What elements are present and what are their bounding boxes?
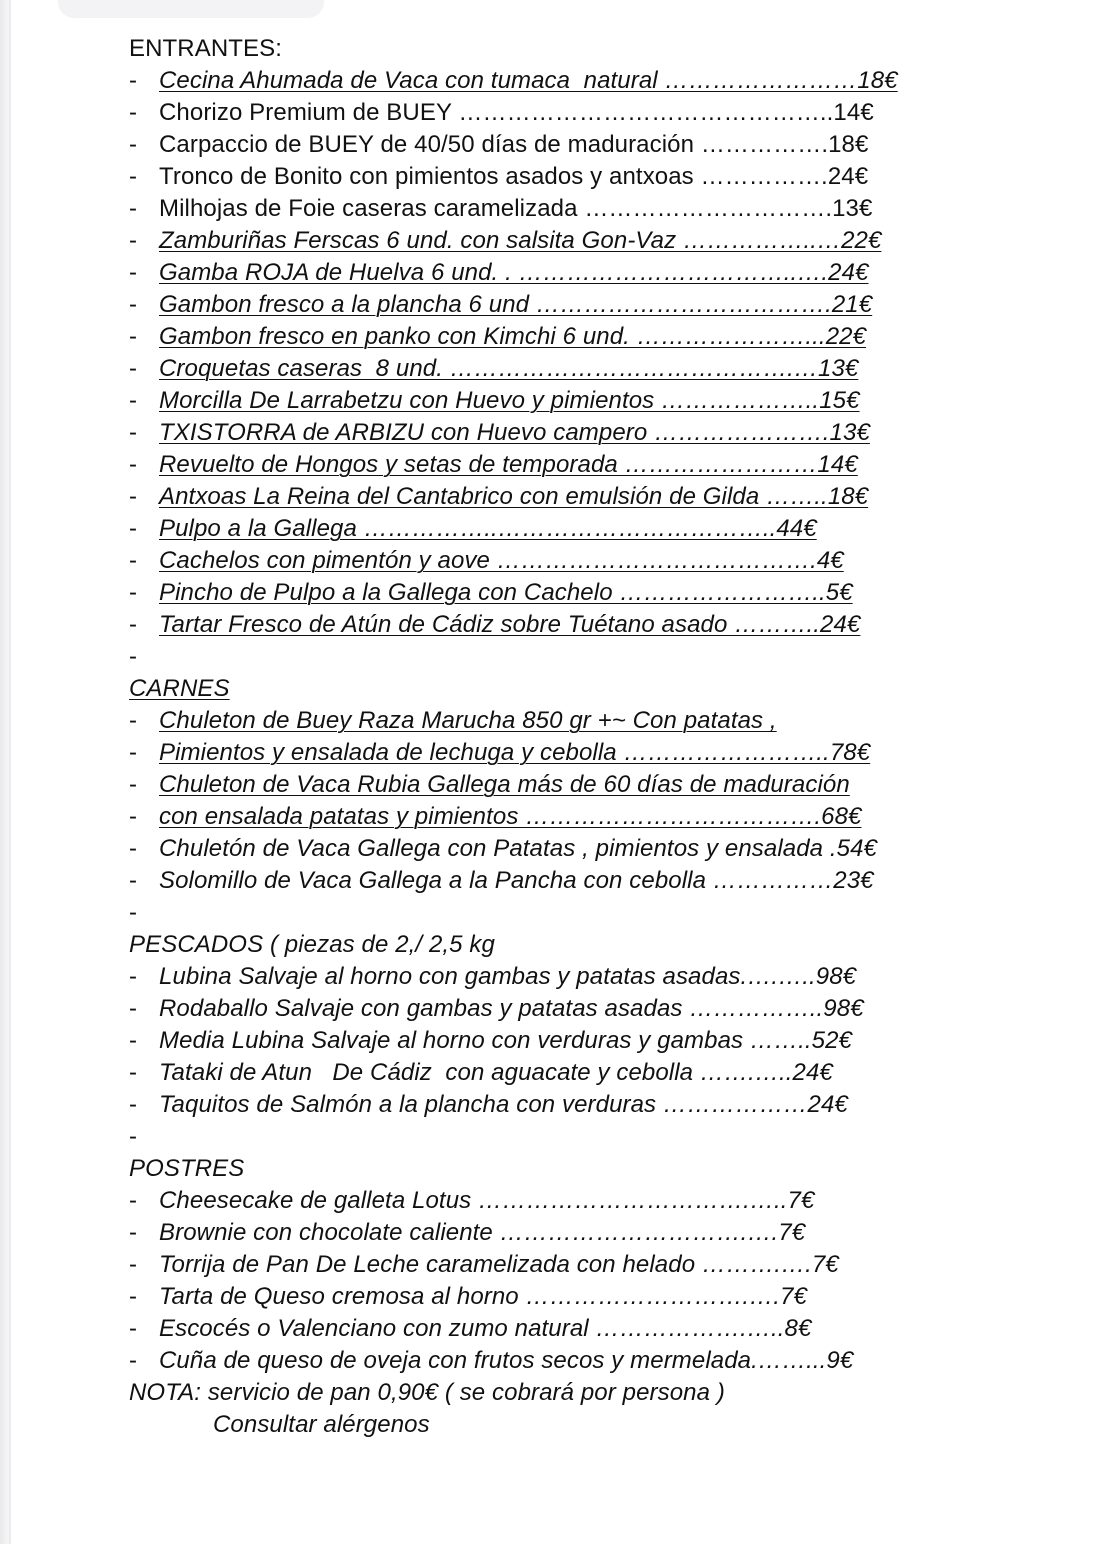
- menu-item: [129, 449, 1029, 481]
- menu-item: [129, 545, 1029, 577]
- menu-section: [129, 33, 1029, 673]
- menu-item-text: Media Lubina Salvaje al horno con verduras y gambas ……..52€: [159, 1027, 852, 1054]
- menu-item: [129, 1345, 1029, 1377]
- menu-item: [129, 577, 1029, 609]
- bullet-dash: -: [129, 1123, 138, 1150]
- menu-item: [129, 641, 1029, 673]
- menu-item-text: Zamburiñas Ferscas 6 und. con salsita Gon-Vaz ……………..…22€: [159, 227, 882, 254]
- bullet-dash: -: [129, 835, 138, 862]
- bullet-dash: -: [129, 899, 138, 926]
- bullet-dash: -: [129, 323, 138, 350]
- menu-item-text: Gambon fresco en panko con Kimchi 6 und. …………………...22€: [159, 323, 867, 350]
- menu-item-text: Cheesecake de galleta Lotus …………………………….…..7€: [159, 1187, 815, 1214]
- menu-item: [129, 737, 1029, 769]
- bullet-dash: -: [129, 1219, 138, 1246]
- menu-item: [129, 97, 1029, 129]
- menu-item: [129, 65, 1029, 97]
- allergens-note: Consultar alérgenos: [213, 1411, 430, 1438]
- menu-item-text: Morcilla De Larrabetzu con Huevo y pimientos ………………..15€: [159, 387, 860, 414]
- menu-document: [129, 33, 1029, 1441]
- menu-item: [129, 1089, 1029, 1121]
- menu-item: [129, 289, 1029, 321]
- menu-item-text: Torrija de Pan De Leche caramelizada con helado ……….….7€: [159, 1251, 839, 1278]
- menu-item: [129, 193, 1029, 225]
- menu-item: [129, 353, 1029, 385]
- menu-item-text: Cachelos con pimentón y aove ………………………………….4€: [159, 547, 844, 574]
- menu-item-text: Croquetas caseras 8 und. …………………………………….…13€: [159, 355, 859, 382]
- bullet-dash: -: [129, 67, 138, 94]
- menu-item: [129, 897, 1029, 929]
- section-title-text: CARNES: [129, 675, 230, 702]
- bullet-dash: -: [129, 643, 138, 670]
- menu-item: [129, 1313, 1029, 1345]
- menu-item-text: Antxoas La Reina del Cantabrico con emulsión de Gilda ……..18€: [159, 483, 869, 510]
- bullet-dash: -: [129, 963, 138, 990]
- bullet-dash: -: [129, 707, 138, 734]
- menu-sections: [129, 33, 1029, 1377]
- menu-item: [129, 801, 1029, 833]
- menu-item-text: Lubina Salvaje al horno con gambas y patatas asadas.….…..98€: [159, 963, 857, 990]
- bullet-dash: -: [129, 1059, 138, 1086]
- menu-item-text: Chuleton de Buey Raza Marucha 850 gr +~ Con patatas ,: [159, 707, 777, 734]
- bullet-dash: -: [129, 803, 138, 830]
- menu-item: [129, 161, 1029, 193]
- menu-item-text: Tataki de Atun De Cádiz con aguacate y cebolla …….…..24€: [159, 1059, 833, 1086]
- bullet-dash: -: [129, 195, 138, 222]
- bullet-dash: -: [129, 1187, 138, 1214]
- bullet-dash: -: [129, 387, 138, 414]
- menu-item-text: con ensalada patatas y pimientos ……………………………….68€: [159, 803, 862, 830]
- bullet-dash: -: [129, 515, 138, 542]
- menu-item: [129, 609, 1029, 641]
- menu-item-text: Chorizo Premium de BUEY ………………………………………..14€: [159, 99, 874, 126]
- menu-item: [129, 705, 1029, 737]
- bullet-dash: -: [129, 867, 138, 894]
- bullet-dash: -: [129, 1027, 138, 1054]
- menu-item: [129, 481, 1029, 513]
- bullet-dash: -: [129, 483, 138, 510]
- bullet-dash: -: [129, 739, 138, 766]
- bullet-dash: -: [129, 771, 138, 798]
- bread-note: NOTA: servicio de pan 0,90€ ( se cobrará por persona ): [129, 1379, 725, 1406]
- bullet-dash: -: [129, 163, 138, 190]
- bullet-dash: -: [129, 995, 138, 1022]
- menu-item-text: Tartar Fresco de Atún de Cádiz sobre Tuétano asado ………..24€: [159, 611, 861, 638]
- menu-item: [129, 225, 1029, 257]
- menu-item: [129, 257, 1029, 289]
- menu-item: [129, 321, 1029, 353]
- menu-section: [129, 1153, 1029, 1377]
- section-title-text: POSTRES: [129, 1155, 245, 1182]
- bullet-dash: -: [129, 1315, 138, 1342]
- menu-item: [129, 961, 1029, 993]
- menu-item-text: Cecina Ahumada de Vaca con tumaca natural ……………………18€: [159, 67, 898, 94]
- menu-item-text: Tronco de Bonito con pimientos asados y antxoas …………….24€: [159, 163, 869, 190]
- menu-item: [129, 1057, 1029, 1089]
- bullet-dash: -: [129, 1251, 138, 1278]
- bullet-dash: -: [129, 355, 138, 382]
- menu-item-text: Rodaballo Salvaje con gambas y patatas asadas ……………..98€: [159, 995, 864, 1022]
- bullet-dash: -: [129, 99, 138, 126]
- section-title: [129, 929, 1029, 961]
- menu-section: [129, 929, 1029, 1153]
- bullet-dash: -: [129, 291, 138, 318]
- section-title-text: PESCADOS ( piezas de 2,/ 2,5 kg: [129, 931, 495, 958]
- menu-item-text: Solomillo de Vaca Gallega a la Pancha con cebolla ……………23€: [159, 867, 874, 894]
- menu-item: [129, 833, 1029, 865]
- bullet-dash: -: [129, 451, 138, 478]
- menu-item-text: Carpaccio de BUEY de 40/50 días de maduración …………….18€: [159, 131, 869, 158]
- bullet-dash: -: [129, 227, 138, 254]
- menu-item: [129, 1281, 1029, 1313]
- menu-item-text: Chuletón de Vaca Gallega con Patatas , pimientos y ensalada .54€: [159, 835, 877, 862]
- menu-item-text: Gamba ROJA de Huelva 6 und. . ……………………………..….24€: [159, 259, 869, 286]
- bullet-dash: -: [129, 419, 138, 446]
- section-title: [129, 1153, 1029, 1185]
- page-edge-shadow: [9, 0, 11, 1544]
- menu-item-text: Brownie con chocolate caliente ………………………….….7€: [159, 1219, 806, 1246]
- section-title: [129, 673, 1029, 705]
- menu-item-text: Pulpo a la Gallega ……………..……………………………..44€: [159, 515, 817, 542]
- menu-item: [129, 865, 1029, 897]
- menu-item-text: Revuelto de Hongos y setas de temporada ……………………14€: [159, 451, 858, 478]
- menu-item: [129, 513, 1029, 545]
- menu-item: [129, 1025, 1029, 1057]
- toolbar-tab: [58, 0, 324, 18]
- menu-item-text: Cuña de queso de oveja con frutos secos y mermelada.……...9€: [159, 1347, 854, 1374]
- menu-item: [129, 129, 1029, 161]
- menu-item: [129, 769, 1029, 801]
- page-edge: [0, 0, 9, 1544]
- bullet-dash: -: [129, 579, 138, 606]
- menu-item: [129, 993, 1029, 1025]
- section-title: [129, 33, 1029, 65]
- section-title-text: ENTRANTES:: [129, 35, 283, 62]
- bullet-dash: -: [129, 1091, 138, 1118]
- bullet-dash: -: [129, 611, 138, 638]
- menu-item-text: TXISTORRA de ARBIZU con Huevo campero ………………….13€: [159, 419, 870, 446]
- menu-item: [129, 385, 1029, 417]
- menu-item-text: Pimientos y ensalada de lechuga y cebolla ……………………..78€: [159, 739, 871, 766]
- menu-item: [129, 1121, 1029, 1153]
- bullet-dash: -: [129, 1283, 138, 1310]
- menu-item-text: Taquitos de Salmón a la plancha con verduras ………………24€: [159, 1091, 848, 1118]
- menu-item-text: Milhojas de Foie caseras caramelizada ………………………….13€: [159, 195, 873, 222]
- menu-item: [129, 1249, 1029, 1281]
- bullet-dash: -: [129, 1347, 138, 1374]
- menu-section: [129, 673, 1029, 929]
- menu-item-text: Gambon fresco a la plancha 6 und ……………………………….21€: [159, 291, 873, 318]
- menu-item-text: Chuleton de Vaca Rubia Gallega más de 60 días de maduración: [159, 771, 850, 798]
- menu-item-text: Escocés o Valenciano con zumo natural ……………….…..8€: [159, 1315, 812, 1342]
- menu-item-text: Pincho de Pulpo a la Gallega con Cachelo ……………………..5€: [159, 579, 853, 606]
- bullet-dash: -: [129, 259, 138, 286]
- bullet-dash: -: [129, 131, 138, 158]
- bullet-dash: -: [129, 547, 138, 574]
- menu-item: [129, 1185, 1029, 1217]
- menu-item: [129, 417, 1029, 449]
- menu-item: [129, 1217, 1029, 1249]
- menu-item-text: Tarta de Queso cremosa al horno ……………………….….7€: [159, 1283, 807, 1310]
